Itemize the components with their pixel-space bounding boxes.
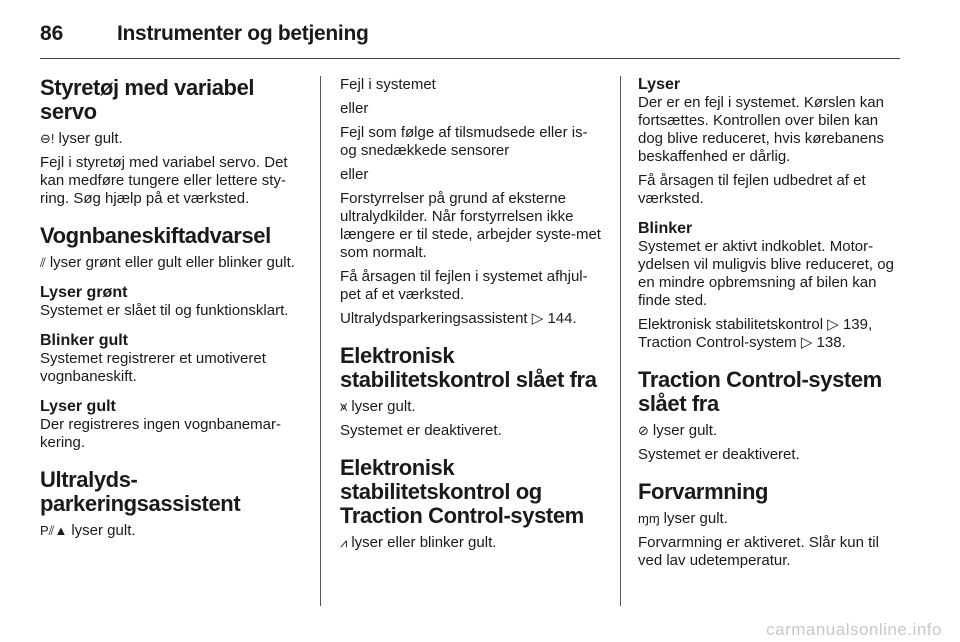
indicator-line: ⩘ lyser eller blinker gult. xyxy=(340,534,497,551)
page-header xyxy=(40,18,900,58)
column-divider xyxy=(320,76,321,606)
steering-warning-icon: ⊖! xyxy=(40,131,55,146)
cross-reference: Ultralydsparkeringsassistent ▷ 144. xyxy=(340,310,577,327)
column-middle xyxy=(340,76,604,558)
subheading: Blinker gult xyxy=(40,332,129,349)
reference-arrow-icon: ▷ xyxy=(531,310,544,327)
glow-plug-icon: ɱɱ xyxy=(638,511,660,526)
column-left xyxy=(40,76,302,546)
paragraph: eller xyxy=(340,100,369,117)
paragraph: Fejl i styretøj med variabel servo. Det kan medføre tungere eller lettere sty-ring. Søg hjælp på et værksted. xyxy=(40,154,288,207)
indicator-line: ⊖! lyser gult. xyxy=(40,130,123,147)
indicator-line: ⫽ lyser grønt eller gult eller blinker gult. xyxy=(40,254,295,271)
section-heading: Vognbaneskiftadvarsel xyxy=(40,223,271,248)
indicator-line: ɱɱ lyser gult. xyxy=(638,510,728,527)
subheading: Blinker xyxy=(638,220,693,237)
paragraph: Forstyrrelser på grund af eksterne ultralydkilder. Når forstyrrelsen ikke længere er til stede, arbejder syste-met som normalt. xyxy=(340,190,601,261)
section-heading: Styretøj med variabel servo xyxy=(40,75,255,124)
section-heading: Elektronisk stabilitetskontrol og Traction Control-system xyxy=(340,455,584,528)
section-heading: Forvarmning xyxy=(638,479,769,504)
paragraph: Forvarmning er aktiveret. Slår kun til ved lav udetemperatur. xyxy=(638,534,879,569)
subheading: Lyser gult xyxy=(40,398,116,415)
tc-off-icon: ⊘ xyxy=(638,423,649,438)
lane-departure-icon: ⫽ xyxy=(40,255,46,270)
esc-tc-icon: ⩘ xyxy=(340,535,348,550)
column-divider xyxy=(620,76,621,606)
paragraph: Systemet registrerer et umotiveret vognbaneskift. xyxy=(40,350,266,385)
reference-arrow-icon: ▷ xyxy=(827,316,839,333)
parking-assist-icon: P⫽▲ xyxy=(40,523,68,538)
paragraph: eller xyxy=(340,166,369,183)
section-heading: Traction Control-system slået fra xyxy=(638,367,882,416)
indicator-line: ⊘ lyser gult. xyxy=(638,422,718,439)
paragraph: Systemet er slået til og funktionsklart. xyxy=(40,302,289,319)
paragraph: Der registreres ingen vognbanemar-kering. xyxy=(40,416,281,451)
paragraph: Få årsagen til fejlen udbedret af et værksted. xyxy=(638,172,866,207)
esc-off-icon: ⩙ xyxy=(340,399,348,414)
paragraph: Systemet er deaktiveret. xyxy=(638,446,800,463)
paragraph: Fejl i systemet xyxy=(340,76,436,93)
watermark: carmanualsonline.info xyxy=(766,620,942,639)
paragraph: Systemet er deaktiveret. xyxy=(340,422,502,439)
paragraph: Der er en fejl i systemet. Kørslen kan fortsættes. Kontrollen over bilen kan dog blive reduceret, hvis kørebanens beskaffenhed er dårlig. xyxy=(638,94,884,165)
paragraph: Få årsagen til fejlen i systemet afhjul-pet af et værksted. xyxy=(340,268,588,303)
page-number: 86 xyxy=(40,22,64,45)
reference-arrow-icon: ▷ xyxy=(800,334,813,351)
cross-reference: Elektronisk stabilitetskontrol ▷ 139, Traction Control-system ▷ 138. xyxy=(638,316,873,351)
section-heading: Elektronisk stabilitetskontrol slået fra xyxy=(340,343,597,392)
subheading: Lyser xyxy=(638,76,681,93)
column-right xyxy=(638,76,902,576)
section-heading: Ultralyds-parkeringsassistent xyxy=(40,467,241,516)
paragraph: Systemet er aktivt indkoblet. Motor-ydelsen vil muligvis blive reduceret, og en mindre opbremsning af bilen kan finde sted. xyxy=(638,238,894,309)
page-title: Instrumenter og betjening xyxy=(117,22,369,45)
subheading: Lyser grønt xyxy=(40,284,128,301)
indicator-line: P⫽▲ lyser gult. xyxy=(40,522,136,539)
paragraph: Fejl som følge af tilsmudsede eller is-og snedækkede sensorer xyxy=(340,124,588,159)
header-rule xyxy=(40,58,900,59)
indicator-line: ⩙ lyser gult. xyxy=(340,398,416,415)
